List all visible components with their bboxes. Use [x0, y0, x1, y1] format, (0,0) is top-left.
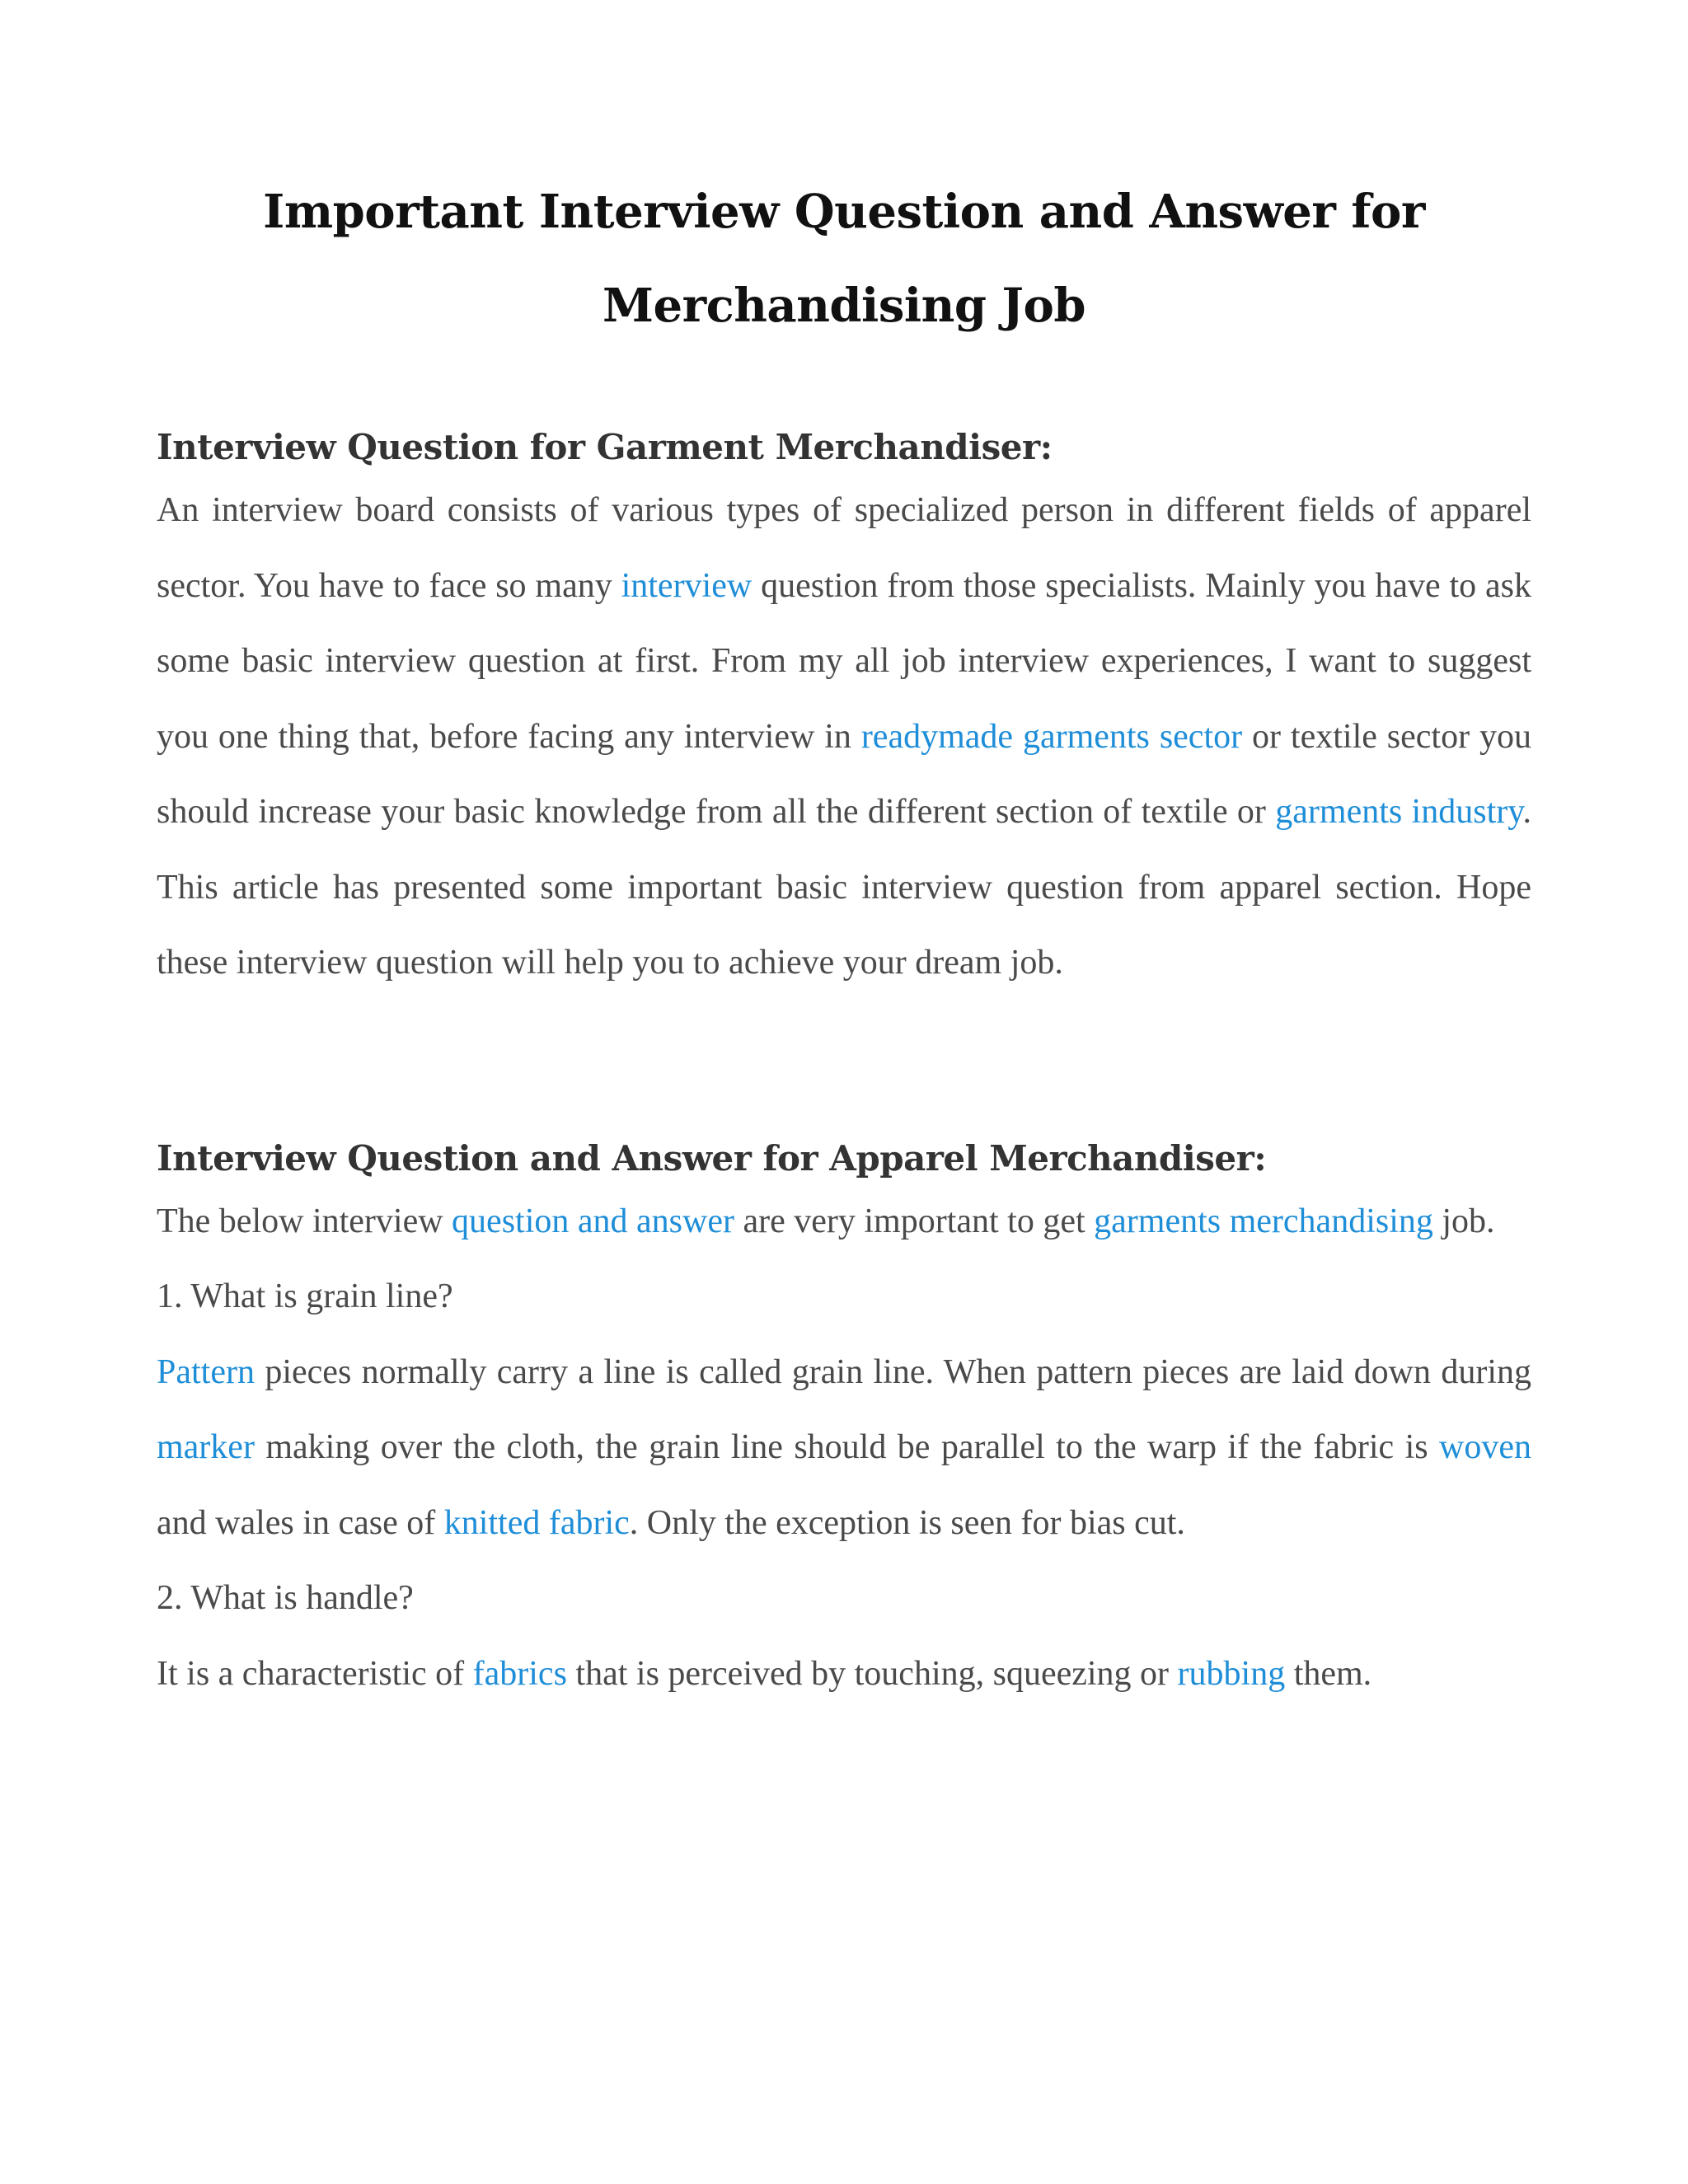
answer-2: [157, 1637, 1531, 1713]
text-run: them.: [1285, 1654, 1372, 1693]
question-1: 1. What is grain line?: [157, 1277, 453, 1315]
text-run: making over the cloth, the grain line should be parallel to the warp if the fabric is: [254, 1428, 1440, 1466]
page-title-line-1: Important Interview Question and Answer for: [263, 185, 1425, 239]
link-marker[interactable]: marker: [157, 1428, 255, 1466]
link-garments-merchandising[interactable]: garments merchandising: [1094, 1202, 1433, 1240]
section-heading-garment-merchandiser: Interview Question for Garment Merchandiser:: [157, 427, 1053, 467]
link-garments-industry[interactable]: garments industry: [1275, 793, 1523, 831]
link-pattern[interactable]: Pattern: [157, 1352, 255, 1391]
link-interview[interactable]: interview: [621, 566, 753, 605]
text-run: and wales in case of: [157, 1503, 444, 1542]
qa-intro-paragraph: [157, 1184, 1531, 1260]
link-fabrics[interactable]: fabrics: [472, 1654, 567, 1693]
text-run: It is a characteristic of: [157, 1654, 473, 1693]
intro-paragraph: [157, 473, 1531, 1001]
text-run: that is perceived by touching, squeezing or: [566, 1654, 1178, 1693]
text-run: job.: [1432, 1202, 1495, 1240]
text-run: An interview board consists of various types of specialized person in different fields of apparel sector. You have to face so many: [157, 491, 1531, 605]
link-readymade-garments-sector[interactable]: readymade garments sector: [860, 717, 1243, 756]
text-run: . Only the exception is seen for bias cut.: [629, 1503, 1185, 1542]
page-title-line-2: Merchandising Job: [602, 279, 1086, 333]
page-title: [157, 165, 1531, 353]
question-2: 2. What is handle?: [157, 1579, 414, 1617]
text-run: question from those specialists. Mainly you have to ask some basic interview question at first. From my all job interview experiences, I want to suggest you one thing that, before facing any interview in: [157, 566, 1531, 756]
link-rubbing[interactable]: rubbing: [1177, 1654, 1286, 1693]
answer-1: [157, 1335, 1531, 1562]
link-woven[interactable]: woven: [1439, 1428, 1531, 1466]
section-heading-apparel-merchandiser: Interview Question and Answer for Apparel Merchandiser:: [157, 1137, 1267, 1179]
text-run: The below interview: [157, 1202, 452, 1240]
text-run: . This article has presented some important basic interview question from apparel section. Hope these interview question will help you to achieve your dream job.: [157, 793, 1532, 982]
text-run: pieces normally carry a line is called grain line. When pattern pieces are laid down during: [254, 1352, 1531, 1391]
text-run: or textile sector you should increase your basic knowledge from all the different section of textile or: [157, 717, 1531, 831]
link-knitted-fabric[interactable]: knitted fabric: [443, 1503, 630, 1542]
text-run: are very important to get: [734, 1202, 1095, 1240]
link-question-and-answer[interactable]: question and answer: [452, 1202, 734, 1240]
